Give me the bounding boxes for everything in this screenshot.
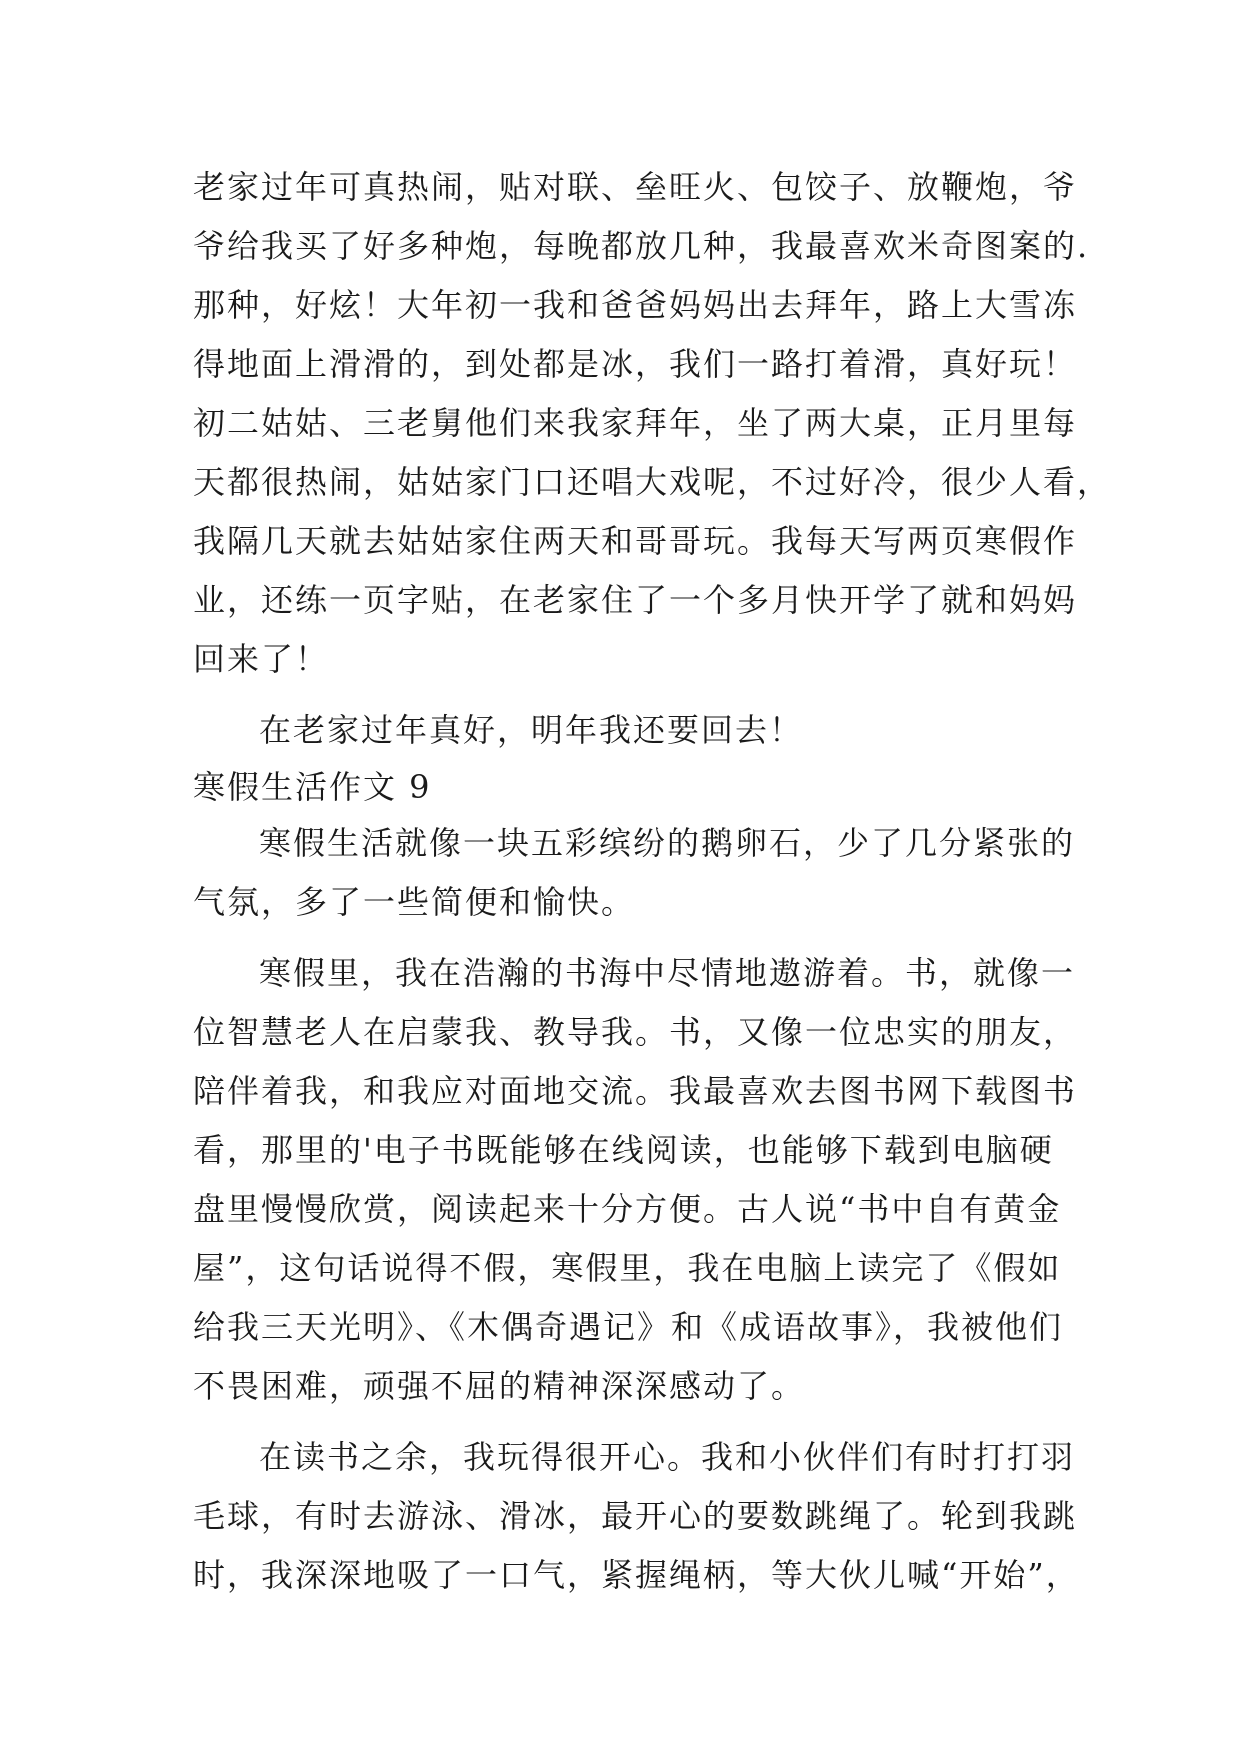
text-line: 寒假生活就像一块五彩缤纷的鹅卵石，少了几分紧张的 [259,824,1076,862]
text-line: 在老家过年真好，明年我还要回去！ [259,711,804,749]
paragraph-essay-play [193,1428,1080,1605]
paragraph-closing [193,701,1053,760]
text-line: 天都很热闹，姑姑家门口还唱大戏呢，不过好冷，很少人看， [193,463,1112,501]
text-line: 得地面上滑滑的，到处都是冰，我们一路打着滑，真好玩！ [193,345,1078,383]
text-line: 看，那里的'电子书既能够在线阅读，也能够下载到电脑硬 [193,1131,1054,1169]
text-line: 业，还练一页字贴，在老家住了一个多月快开学了就和妈妈 [193,581,1078,619]
text-line: 气氛，多了一些简便和愉快。 [193,883,636,921]
text-line: 回来了！ [193,640,330,678]
text-line: 不畏困难，顽强不屈的精神深深感动了。 [193,1367,806,1405]
text-line: 陪伴着我，和我应对面地交流。我最喜欢去图书网下载图书 [193,1072,1078,1110]
text-line: 屋”，这句话说得不假，寒假里，我在电脑上读完了《假如 [193,1249,1062,1287]
text-line: 给我三天光明》、《木偶奇遇记》和《成语故事》，我被他们 [193,1308,1064,1346]
text-line: 在读书之余，我玩得很开心。我和小伙伴们有时打打羽 [259,1438,1076,1476]
essay-title: 寒假生活作文 9 [193,768,432,806]
text-line: 初二姑姑、三老舅他们来我家拜年，坐了两大桌，正月里每 [193,404,1078,442]
text-line: 盘里慢慢欣赏，阅读起来十分方便。古人说“书中自有黄金 [193,1190,1062,1228]
text-line: 寒假里，我在浩瀚的书海中尽情地遨游着。书，就像一 [259,954,1076,992]
text-line: 爷给我买了好多种炮，每晚都放几种，我最喜欢米奇图案的. [193,227,1090,265]
document-body [193,158,1112,1605]
text-line: 我隔几天就去姑姑家住两天和哥哥玩。我每天写两页寒假作 [193,522,1078,560]
text-line: 那种，好炫！大年初一我和爸爸妈妈出去拜年，路上大雪冻 [193,286,1078,324]
text-line: 老家过年可真热闹，贴对联、垒旺火、包饺子、放鞭炮，爷 [193,168,1078,206]
text-line: 毛球，有时去游泳、滑冰，最开心的要数跳绳了。轮到我跳 [193,1497,1078,1535]
paragraph-essay-intro [193,814,1076,932]
paragraph-essay-reading [193,944,1078,1416]
text-line: 位智慧老人在启蒙我、教导我。书，又像一位忠实的朋友， [193,1013,1078,1051]
text-line: 时，我深深地吸了一口气，紧握绳柄，等大伙儿喊“开始”， [193,1556,1080,1594]
paragraph-hometown-new-year [193,158,1112,689]
